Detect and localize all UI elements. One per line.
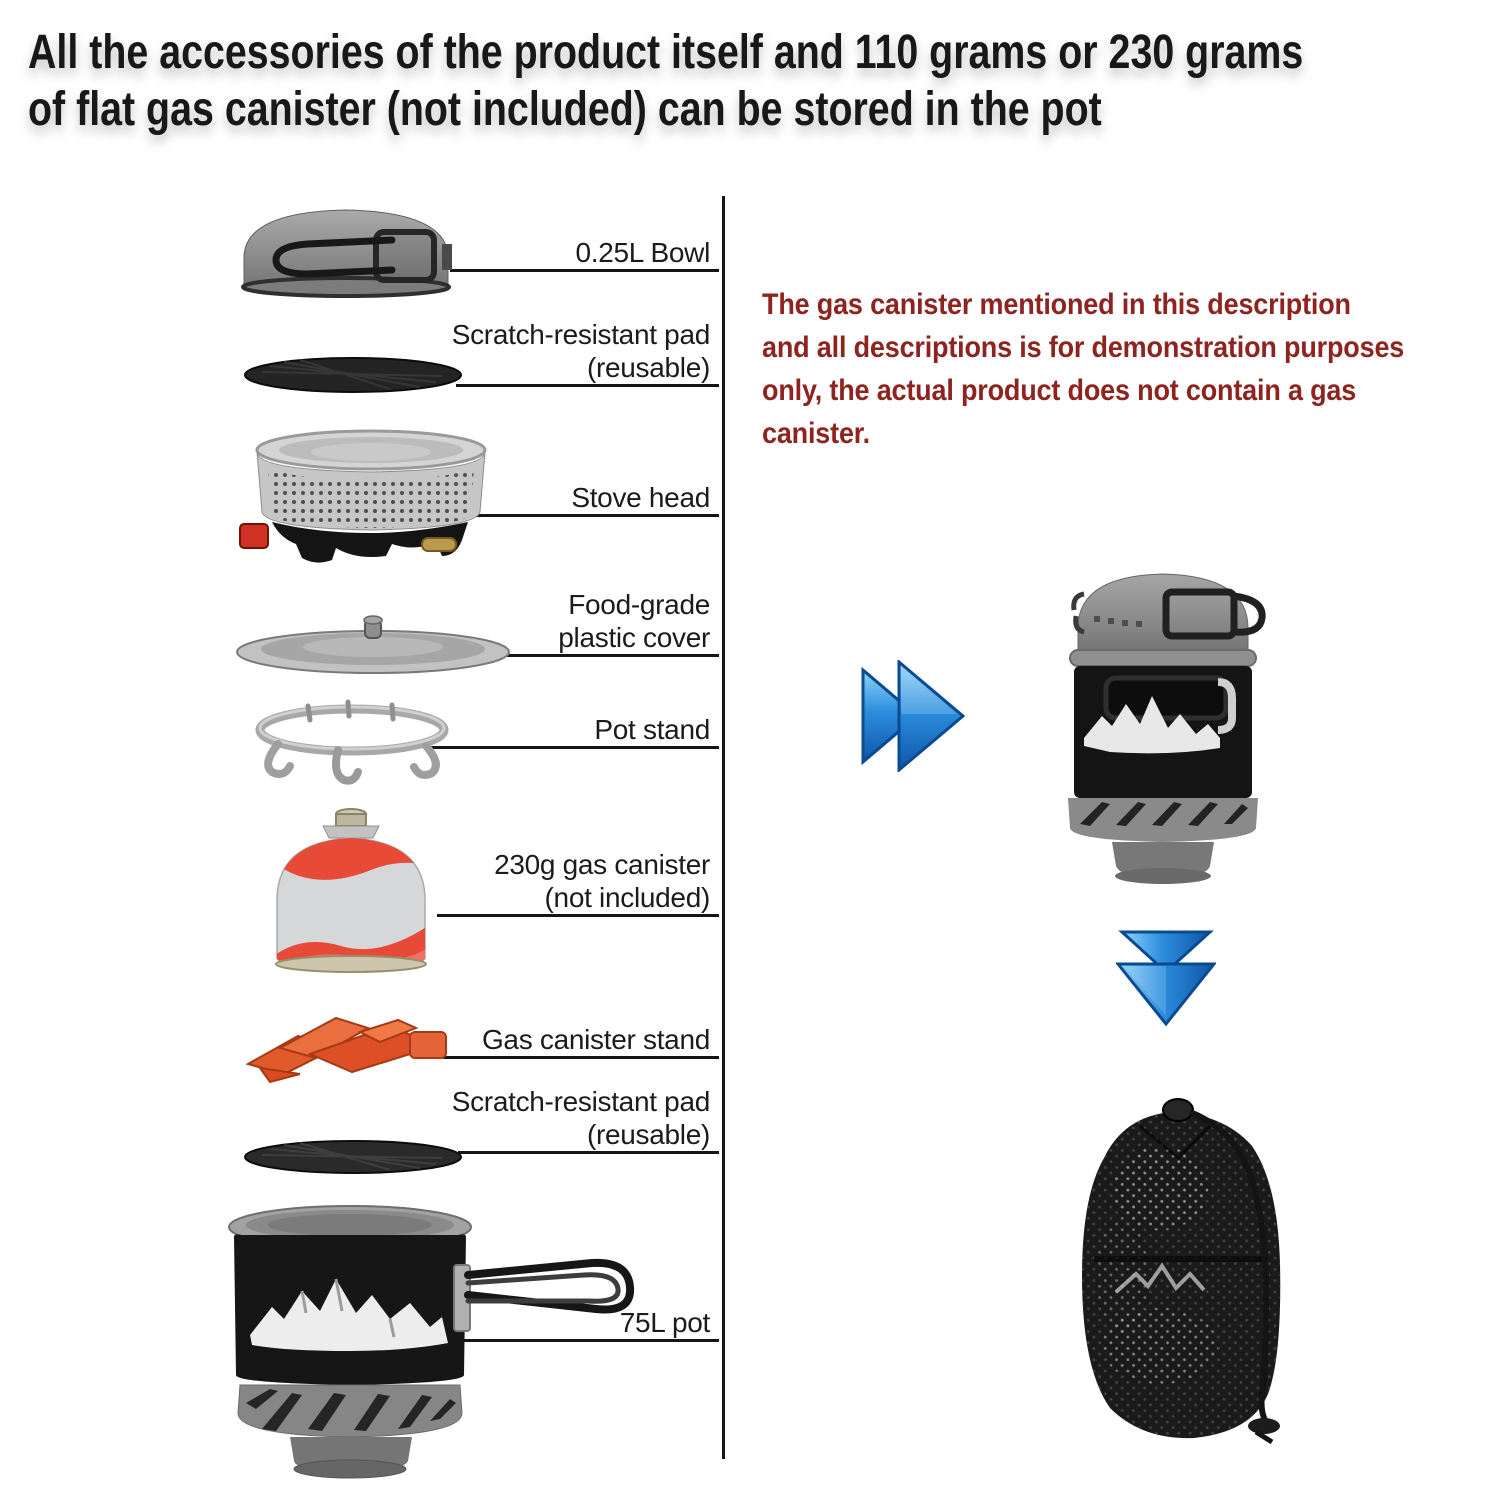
leader-line-canister-stand [443,1056,719,1059]
gas-canister-image [261,808,441,976]
part-label-pad-top: Scratch-resistant pad (reusable) [451,319,710,383]
stove-head-image [236,426,506,568]
disclaimer-line-3: only, the actual product does not contain a gas [762,374,1357,407]
mesh-bag-image [1060,1096,1296,1446]
leader-line-bowl [450,269,719,272]
leader-line-pad-bottom [458,1151,719,1154]
leader-line-gas-canister [437,914,719,917]
part-label-pot: 75L pot [619,1307,710,1338]
disclaimer-line-4: canister. [762,417,870,450]
part-label-plastic-cover: Food-grade plastic cover [558,589,710,653]
leader-line-pad-top [456,384,719,387]
double-down-arrow-icon [1116,930,1216,1028]
bowl-image [226,198,466,298]
title-line-1: All the accessories of the product itself and 110 grams or 230 grams [28,26,1304,79]
pot-stand-image [252,698,452,793]
part-label-bowl: 0.25L Bowl [575,237,710,268]
part-label-stove-head: Stove head [571,482,710,513]
leader-line-pot-stand [424,746,719,749]
fast-forward-arrow-icon [861,660,965,772]
disclaimer-line-1: The gas canister mentioned in this description [762,288,1351,321]
part-label-canister-stand: Gas canister stand [481,1024,710,1055]
page-title [28,24,1303,138]
part-label-gas-canister: 230g gas canister (not included) [494,849,710,913]
part-label-pad-bottom: Scratch-resistant pad (reusable) [451,1086,710,1150]
scratch-pad-image [240,1138,466,1176]
part-label-pot-stand: Pot stand [594,714,710,745]
title-line-2: of flat gas canister (not included) can be stored in the pot [28,83,1102,136]
disclaimer-text [762,283,1464,455]
assembled-stove-image [1050,566,1276,892]
pot-image [226,1203,641,1488]
divider-line [722,196,725,1459]
scratch-pad-image [240,354,466,396]
disclaimer-line-2: and all descriptions is for demonstration purposes [762,331,1405,364]
canister-stand-image [240,1002,458,1088]
plastic-cover-image [233,612,513,676]
